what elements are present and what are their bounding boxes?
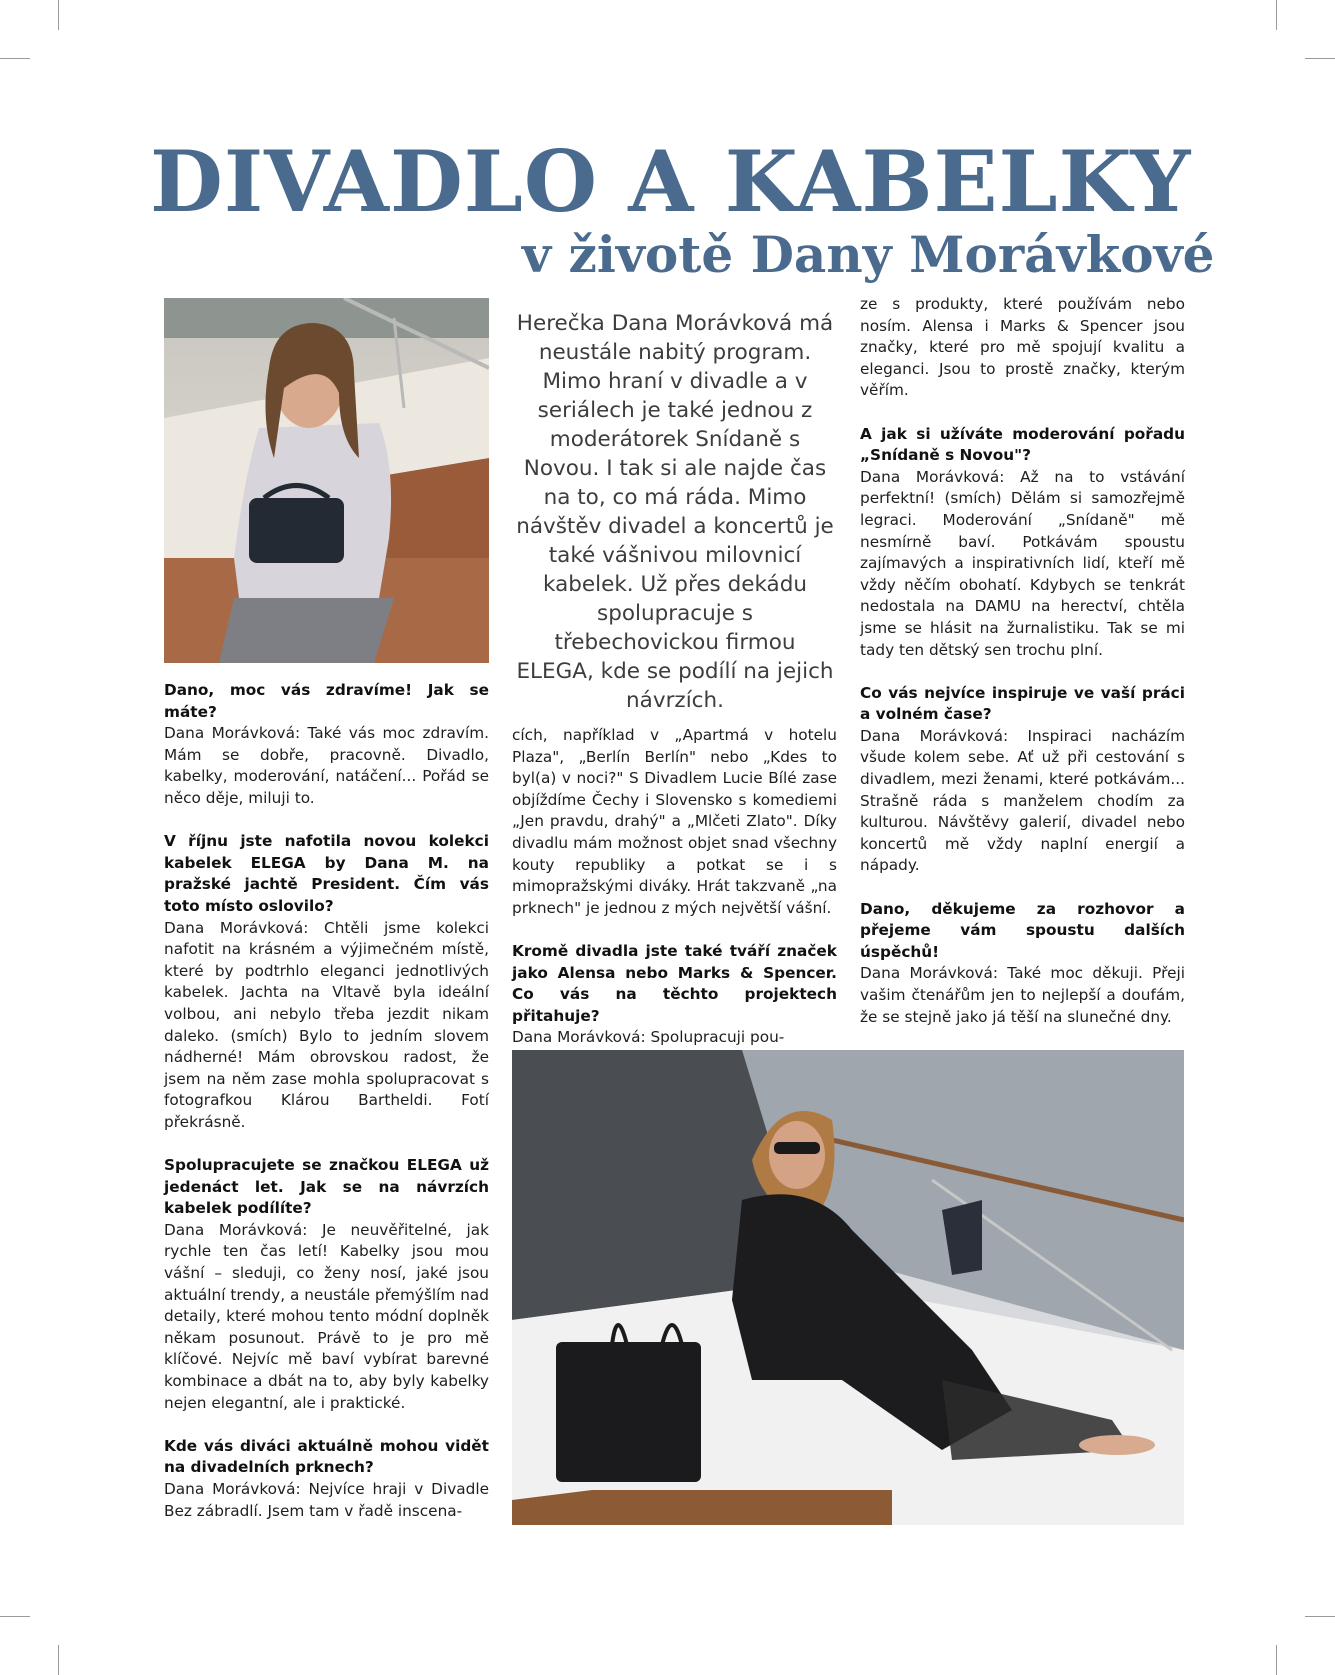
crop-mark — [1305, 1616, 1335, 1617]
interview-question: V říjnu jste nafotila novou kolekci kabelek ELEGA by Dana M. na pražské jachtě President. Čím vás toto místo oslovilo? — [164, 832, 489, 915]
interview-answer: Dana Morávková: Také vás moc zdravím. Mám se dobře, pracovně. Divadlo, kabelky, moderování, natáčení... Pořád se něco děje, miluji to. — [164, 724, 489, 807]
crop-mark — [58, 1645, 59, 1675]
interview-block — [860, 899, 1185, 1029]
interview-block — [860, 683, 1185, 877]
interview-answer: Dana Morávková: Také moc děkuji. Přeji vašim čtenářům jen to nejlepší a doufám, že se stejně jako já těší na slunečné dny. — [860, 964, 1185, 1026]
interview-question: Kromě divadla jste také tváří značek jako Alensa nebo Marks & Spencer. Co vás na těchto projektech přitahuje? — [512, 941, 837, 1025]
crop-mark — [0, 1616, 30, 1617]
interview-block — [164, 1155, 489, 1414]
interview-question: A jak si užíváte moderování pořadu „Snídaně s Novou"? — [860, 424, 1185, 465]
interview-block — [164, 1436, 489, 1522]
interview-question: Co vás nejvíce inspiruje ve vaší práci a volném čase? — [860, 683, 1185, 724]
interview-block — [860, 294, 1185, 402]
article-column-3 — [860, 294, 1185, 1028]
article-lead: Herečka Dana Morávková má neustále nabitý program. Mimo hraní v divadle a v seriálech je také jednou z moderátorek Snídaně s Novou. I tak si ale najde čas na to, co má ráda. Mimo návštěv divadel a koncertů je také vášnivou milovnicí kabelek. Už přes dekádu spolupracuje s třebechovickou firmou ELEGA, kde se podílí na jejich návrzích. — [516, 311, 834, 713]
article-subtitle: v životě Dany Morávkové — [522, 225, 1215, 284]
crop-mark — [58, 0, 59, 30]
interview-question: Dano, moc vás zdravíme! Jak se máte? — [164, 681, 489, 721]
interview-answer: Dana Morávková: Je neuvěřitelné, jak rychle ten čas letí! Kabelky jsou mou vášní – sleduji, co ženy nosí, jaké jsou aktuální trendy, a neustále přemýšlím nad detaily, které mohou tento módní doplněk někam posunout. Právě to je pro mě klíčové. Nejvíc mě baví vybírat barevné kombinace a dbát na to, aby byly kabelky nejen elegantní, ale i praktické. — [164, 1220, 489, 1412]
interview-block — [860, 424, 1185, 662]
photo-seated-on-yacht — [164, 298, 489, 663]
interview-block — [512, 725, 837, 919]
interview-answer: Dana Morávková: Chtěli jsme kolekci nafotit na krásném a výjimečném místě, které by podtrhlo eleganci jednotlivých kabelek. Jachta na Vltavě byla ideální volbou, ani nebylo třeba jezdit nikam daleko. (smích) Bylo to jedním slovem nádherné! Mám obrovskou radost, že jsem na něm zase mohla spolupracovat s fotografkou Klárou Bartheldi. Fotí překrásně. — [164, 918, 489, 1131]
interview-block — [164, 680, 489, 810]
photo-reclining-on-yacht-deck — [512, 1050, 1184, 1525]
interview-block — [164, 831, 489, 1133]
article-title: DIVADLO A KABELKY — [150, 132, 1192, 231]
crop-mark — [1276, 0, 1277, 30]
interview-answer: Dana Morávková: Inspiraci nacházím všude kolem sebe. Ať už při cestování s divadlem, mezi ženami, které potkávám... Strašně ráda s manželem chodím za kulturou. Návštěvy galerií, divadel nebo koncertů mě vždy naplní energií a nápady. — [860, 726, 1185, 875]
interview-answer: Dana Morávková: Nejvíce hraji v Divadle Bez zábradlí. Jsem tam v řadě inscena- — [164, 1479, 489, 1520]
interview-answer: Dana Morávková: Až na to vstávání perfektní! (smích) Dělám si samozřejmě legraci. Moderování „Snídaně" mě nesmírně baví. Potkávám spoustu zajímavých a inspirativních lidí, kteří mě vždy něčím obohatí. Kdybych se tenkrát nedostala na DAMU na herectví, chtěla jsme se hlásit na žurnalistiku. Tak se mi tady ten dětský sen trochu plní. — [860, 467, 1185, 659]
crop-mark — [0, 58, 30, 59]
interview-answer: ze s produkty, které používám nebo nosím. Alensa i Marks & Spencer jsou značky, které pro mě spojují kvalitu a eleganci. Jsou to prostě značky, kterým věřím. — [860, 295, 1185, 400]
interview-question: Spolupracujete se značkou ELEGA už jedenáct let. Jak se na návrzích kabelek podílíte? — [164, 1156, 489, 1218]
crop-mark — [1276, 1645, 1277, 1675]
interview-question: Dano, děkujeme za rozhovor a přejeme vám spoustu dalších úspěchů! — [860, 899, 1185, 961]
crop-mark — [1305, 58, 1335, 59]
interview-question: Kde vás diváci aktuálně mohou vidět na divadelních prknech? — [164, 1436, 489, 1477]
interview-answer: cích, například v „Apartmá v hotelu Plaza", „Berlín Berlín" nebo „Kdes to byl(a) v noci?" S Divadlem Lucie Bílé zase objíždíme Čechy i Slovensko s komediemi „Jen pravdu, drahý" a „Mlčeti Zlato". Díky divadlu mám možnost objet snad všechny kouty republiky a potkat se i s mimopražskými diváky. Hrát takzvaně „na prknech" je jednou z mých největší vášní. — [512, 726, 837, 917]
interview-answer: Dana Morávková: Spolupracuji pou- — [512, 1028, 785, 1047]
article-column-1 — [164, 680, 489, 1522]
interview-block — [512, 941, 837, 1049]
article-column-2 — [512, 725, 837, 1049]
